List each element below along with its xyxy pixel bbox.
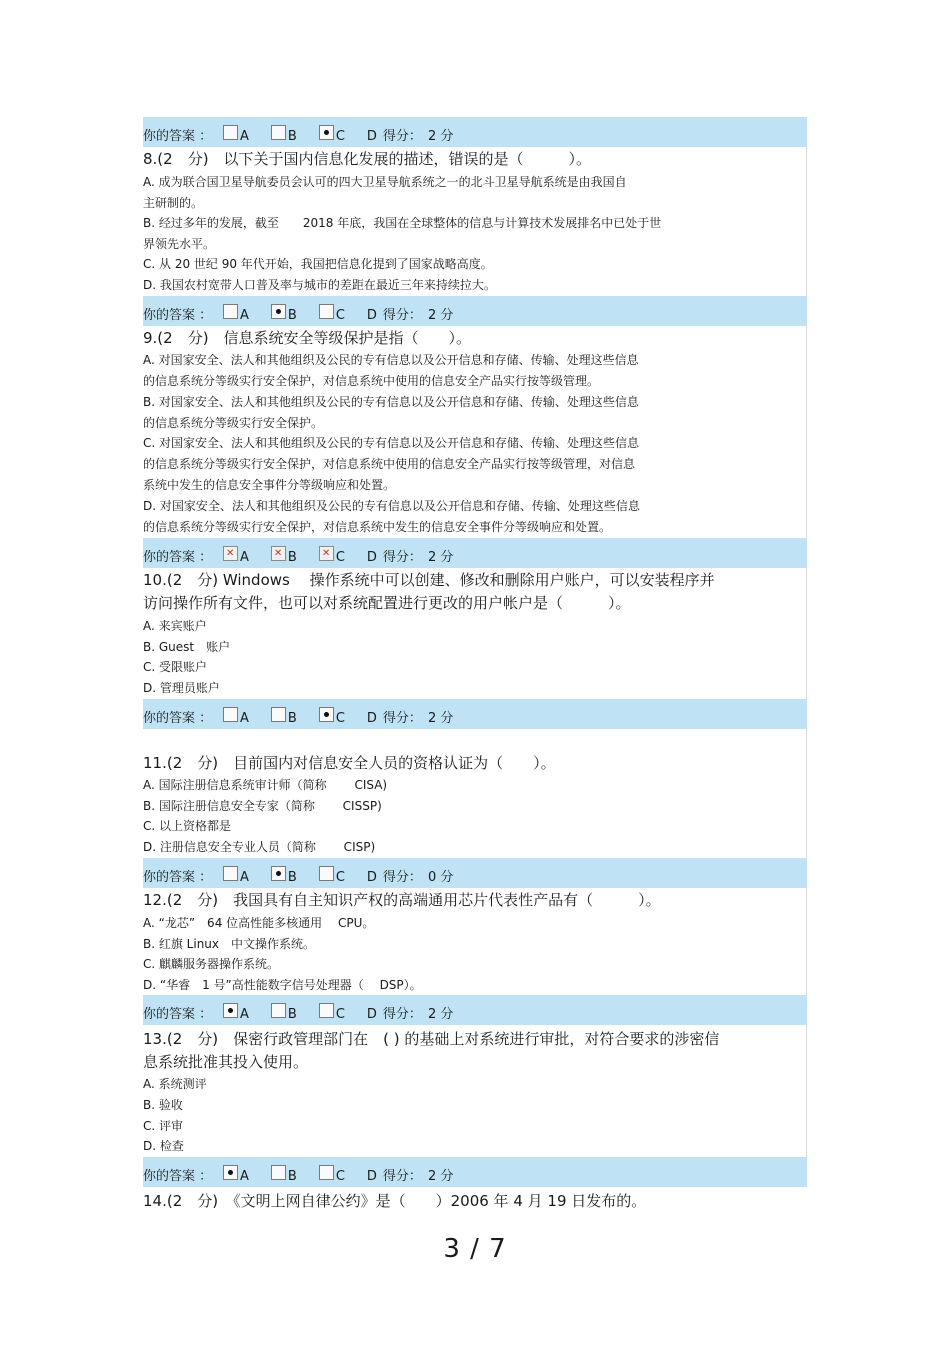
radio-b[interactable] (271, 125, 286, 140)
answer-bar: 你的答案 ： A B C D 得分： 2 分 (143, 699, 807, 729)
question-10-cont: 访问操作所有文件，也可以对系统配置进行更改的用户帐户是（ ）。 (143, 594, 631, 612)
question-14: 14.(2 分) 《文明上网自律公约》是（ ）2006 年 4 月 19 日发布的。 (143, 1192, 647, 1210)
option-b-cont: 界领先水平。 (143, 237, 216, 251)
answer-bar: 你的答案 ： ✕ A ✕ B ✕ C D 得分： 2 分 (143, 538, 807, 568)
score-value: 2 分 (427, 550, 454, 565)
question-12: 12.(2 分) 我国具有自主知识产权的高端通用芯片代表性产品有（ ）。 (143, 891, 661, 909)
answer-bar: 你的答案 ： A B C D 得分： 2 分 (143, 117, 807, 147)
table-border (806, 120, 807, 1186)
radio-c[interactable] (319, 125, 334, 140)
score-label: 得分： (382, 550, 422, 565)
answer-label: 你的答案 ： (143, 550, 213, 565)
option-c: C. 麒麟服务器操作系统。 (143, 957, 280, 971)
score-value: 2 分 (427, 1169, 454, 1184)
option-c: C. 受限账户 (143, 660, 208, 674)
score-value: 0 分 (427, 870, 454, 885)
score-label: 得分： (382, 1169, 422, 1184)
score-value: 2 分 (427, 711, 454, 726)
radio-c[interactable] (319, 707, 334, 722)
question-11: 11.(2 分) 目前国内对信息安全人员的资格认证为（ ）。 (143, 754, 556, 772)
question-8: 8.(2 分) 以下关于国内信息化发展的描述，错误的是（ ）。 (143, 150, 592, 168)
option-b: B. 国际注册信息安全专家（简称 CISSP) (143, 799, 382, 813)
option-a: A. 对国家安全、法人和其他组织及公民的专有信息以及公开信息和存储、传输、处理这些信息 (143, 353, 639, 367)
score-label: 得分： (382, 308, 422, 323)
radio-a[interactable] (223, 546, 238, 561)
option-a-cont: 的信息系统分等级实行安全保护，对信息系统中使用的信息安全产品实行按等级管理。 (143, 374, 600, 388)
radio-b[interactable] (271, 707, 286, 722)
score-label: 得分： (382, 870, 422, 885)
radio-b[interactable] (271, 1003, 286, 1018)
option-b: B. 对国家安全、法人和其他组织及公民的专有信息以及公开信息和存储、传输、处理这些信息 (143, 395, 639, 409)
question-9: 9.(2 分) 信息系统安全等级保护是指（ ）。 (143, 329, 472, 347)
score-label: 得分： (382, 711, 422, 726)
question-13: 13.(2 分) 保密行政管理部门在 ( ) 的基础上对系统进行审批，对符合要求的涉密信 (143, 1030, 720, 1048)
score-label: 得分： (382, 1007, 422, 1022)
radio-c[interactable] (319, 1165, 334, 1180)
answer-bar: 你的答案 ： A B C D 得分： 2 分 (143, 995, 807, 1025)
answer-bar: 你的答案 ： A B C D 得分： 2 分 (143, 296, 807, 326)
option-c-cont: 的信息系统分等级实行安全保护，对信息系统中使用的信息安全产品实行按等级管理，对信息 (143, 457, 636, 471)
option-d: D. 对国家安全、法人和其他组织及公民的专有信息以及公开信息和存储、传输、处理这些信息 (143, 499, 640, 513)
radio-a[interactable] (223, 125, 238, 140)
radio-b[interactable] (271, 866, 286, 881)
option-d: D. “华睿 1 号”高性能数字信号处理器（ DSP）。 (143, 978, 422, 992)
radio-a[interactable] (223, 1003, 238, 1018)
option-a: A. “龙芯” 64 位高性能多核通用 CPU。 (143, 916, 375, 930)
radio-c[interactable] (319, 866, 334, 881)
radio-a[interactable] (223, 866, 238, 881)
radio-b[interactable] (271, 1165, 286, 1180)
question-13-cont: 息系统批准其投入使用。 (143, 1053, 309, 1071)
radio-a[interactable] (223, 1165, 238, 1180)
option-c: C. 从 20 世纪 90 年代开始，我国把信息化提到了国家战略高度。 (143, 257, 493, 271)
score-value: 2 分 (427, 308, 454, 323)
radio-a[interactable] (223, 707, 238, 722)
question-10: 10.(2 分) Windows 操作系统中可以创建、修改和删除用户账户，可以安装程序并 (143, 571, 715, 589)
radio-c[interactable] (319, 304, 334, 319)
answer-label: 你的答案 ： (143, 711, 213, 726)
option-c-cont: 系统中发生的信息安全事件分等级响应和处置。 (143, 478, 396, 492)
radio-b[interactable] (271, 546, 286, 561)
option-a: A. 来宾账户 (143, 619, 207, 633)
radio-b[interactable] (271, 304, 286, 319)
option-a-cont: 主研制的。 (143, 196, 204, 210)
option-d: D. 我国农村宽带人口普及率与城市的差距在最近三年来持续拉大。 (143, 278, 496, 292)
option-b: B. 验收 (143, 1098, 183, 1112)
option-d: D. 管理员账户 (143, 681, 220, 695)
option-a: A. 系统测评 (143, 1077, 207, 1091)
option-c: C. 对国家安全、法人和其他组织及公民的专有信息以及公开信息和存储、传输、处理这些信息 (143, 436, 640, 450)
answer-label: 你的答案 ： (143, 129, 213, 144)
score-label: 得分： (382, 129, 422, 144)
option-a: A. 成为联合国卫星导航委员会认可的四大卫星导航系统之一的北斗卫星导航系统是由我国自 (143, 175, 627, 189)
option-b-cont: 的信息系统分等级实行安全保护。 (143, 416, 324, 430)
answer-label: 你的答案 ： (143, 1007, 213, 1022)
score-value: 2 分 (427, 129, 454, 144)
answer-bar: 你的答案 ： A B C D 得分： 2 分 (143, 1157, 807, 1187)
option-d: D. 检查 (143, 1139, 184, 1153)
answer-label: 你的答案 ： (143, 308, 213, 323)
radio-c[interactable] (319, 546, 334, 561)
page-number: 3 / 7 (443, 1234, 507, 1264)
radio-c[interactable] (319, 1003, 334, 1018)
option-c: C. 评审 (143, 1119, 184, 1133)
option-a: A. 国际注册信息系统审计师（简称 CISA) (143, 778, 388, 792)
option-b: B. 经过多年的发展，截至 2018 年底，我国在全球整体的信息与计算技术发展排名中已处于世 (143, 216, 662, 230)
answer-label: 你的答案 ： (143, 870, 213, 885)
option-c: C. 以上资格都是 (143, 819, 232, 833)
option-d-cont: 的信息系统分等级实行安全保护，对信息系统中发生的信息安全事件分等级响应和处置。 (143, 520, 612, 534)
option-d: D. 注册信息安全专业人员（简称 CISP) (143, 840, 376, 854)
option-b: B. 红旗 Linux 中文操作系统。 (143, 937, 316, 951)
score-value: 2 分 (427, 1007, 454, 1022)
radio-a[interactable] (223, 304, 238, 319)
option-b: B. Guest 账户 (143, 640, 231, 654)
answer-label: 你的答案 ： (143, 1169, 213, 1184)
answer-bar: 你的答案 ： A B C D 得分： 0 分 (143, 858, 807, 888)
